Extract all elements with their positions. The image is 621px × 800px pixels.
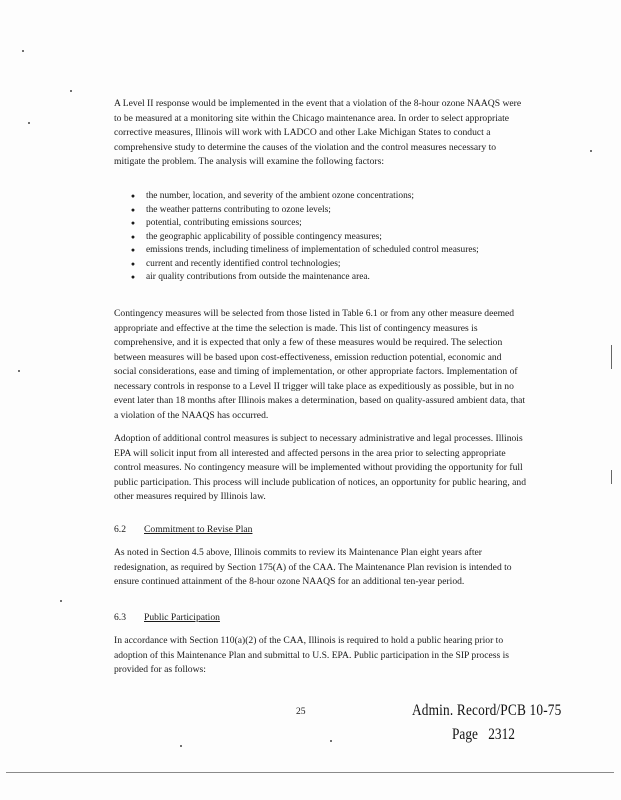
bullet-icon: ● [130, 232, 136, 241]
stamp-page-line [452, 726, 515, 744]
bullet-icon: ● [130, 192, 136, 200]
list-item: ● the weather patterns contributing to ozone levels; [128, 204, 526, 218]
list-item: ● the number, location, and severity of the ambient ozone concentrations; [128, 190, 526, 204]
scan-speck [22, 50, 24, 52]
scan-speck [18, 370, 20, 372]
page-number: 25 [296, 706, 306, 717]
section-title: Public Participation [144, 612, 220, 623]
section-number: 6.2 [114, 524, 126, 535]
paragraph-contingency-measures: Contingency measures will be selected from those listed in Table 6.1 or from any other measure deemed appropriate and effective at the time the selection is made. This list of contingency measures is comprehensive, and it is expected that only a few of these measures would be required. The selection between measures will be based upon cost-effectiveness, emission reduction potential, economic and social considerations, ease and timing of implementation, or other appropriate factors. Implementation of necessary controls in response to a Level II trigger will take place as expeditiously as possible, but in no event later than 18 months after Illinois makes a determination, based on quality-assured ambient data, that a violation of the NAAQS has occurred. [114, 308, 526, 421]
paragraph-level-ii-response: A Level II response would be implemented in the event that a violation of the 8-hour ozone NAAQS were to be measured at a monitoring site within the Chicago maintenance area. In order to select appropriate corrective measures, Illinois will work with LADCO and other Lake Michigan States to conduct a comprehensive study to determine the causes of the violation and the control measures necessary to mitigate the problem. The analysis will examine the following factors: [114, 98, 522, 167]
section-heading-6-3 [114, 611, 220, 625]
stamp-page-label: Page [452, 726, 478, 743]
analysis-factors-list [128, 190, 526, 285]
bullet-icon: ● [130, 219, 136, 227]
paragraph-revise-plan: As noted in Section 4.5 above, Illinois commits to review its Maintenance Plan eight years after redesignation, as required by Section 175(A) of the CAA. The Maintenance Plan revision is intended to ensure continued attainment of the 8-hour ozone NAAQS for an additional ten-year period. [114, 547, 512, 587]
stamp-page-number: 2312 [488, 726, 515, 743]
list-item: ● emissions trends, including timeliness of implementation of scheduled control measures; [128, 244, 526, 258]
paragraph-adoption: Adoption of additional control measures is subject to necessary administrative and legal processes. Illinois EPA will solicit input from all interested and affected persons in the area prior to selecting appropriate control measures. No contingency measure will be implemented without providing the opportunity for full public participation. This process will include publication of notices, an opportunity for public hearing, and other measures required by Illinois law. [114, 433, 526, 502]
admin-record-stamp: Admin. Record/PCB 10-75 [412, 702, 562, 719]
list-item: ● potential, contributing emissions sources; [128, 217, 526, 231]
bullet-icon: ● [130, 246, 136, 254]
list-item: ● current and recently identified control technologies; [128, 258, 526, 272]
list-item: ● air quality contributions from outside the maintenance area. [128, 271, 526, 285]
list-item: ● the geographic applicability of possible contingency measures; [128, 231, 526, 245]
section-title: Commitment to Revise Plan [144, 524, 253, 535]
scan-edge-line [6, 772, 614, 773]
scan-speck [60, 600, 62, 602]
scan-speck [70, 90, 72, 92]
bullet-icon: ● [130, 259, 136, 268]
scan-speck [28, 122, 30, 124]
scan-edge-mark [611, 470, 612, 484]
bullet-icon: ● [130, 205, 136, 214]
scan-speck [330, 740, 332, 742]
scan-speck [180, 745, 182, 747]
bullet-icon: ● [130, 273, 136, 281]
scan-edge-mark [611, 345, 612, 369]
scan-speck [590, 150, 592, 152]
section-number: 6.3 [114, 612, 126, 623]
paragraph-public-participation: In accordance with Section 110(a)(2) of the CAA, Illinois is required to hold a public hearing prior to adoption of this Maintenance Plan and submittal to U.S. EPA. Public participation in the SIP process is provided for as follows: [114, 635, 509, 675]
section-heading-6-2 [114, 523, 252, 537]
